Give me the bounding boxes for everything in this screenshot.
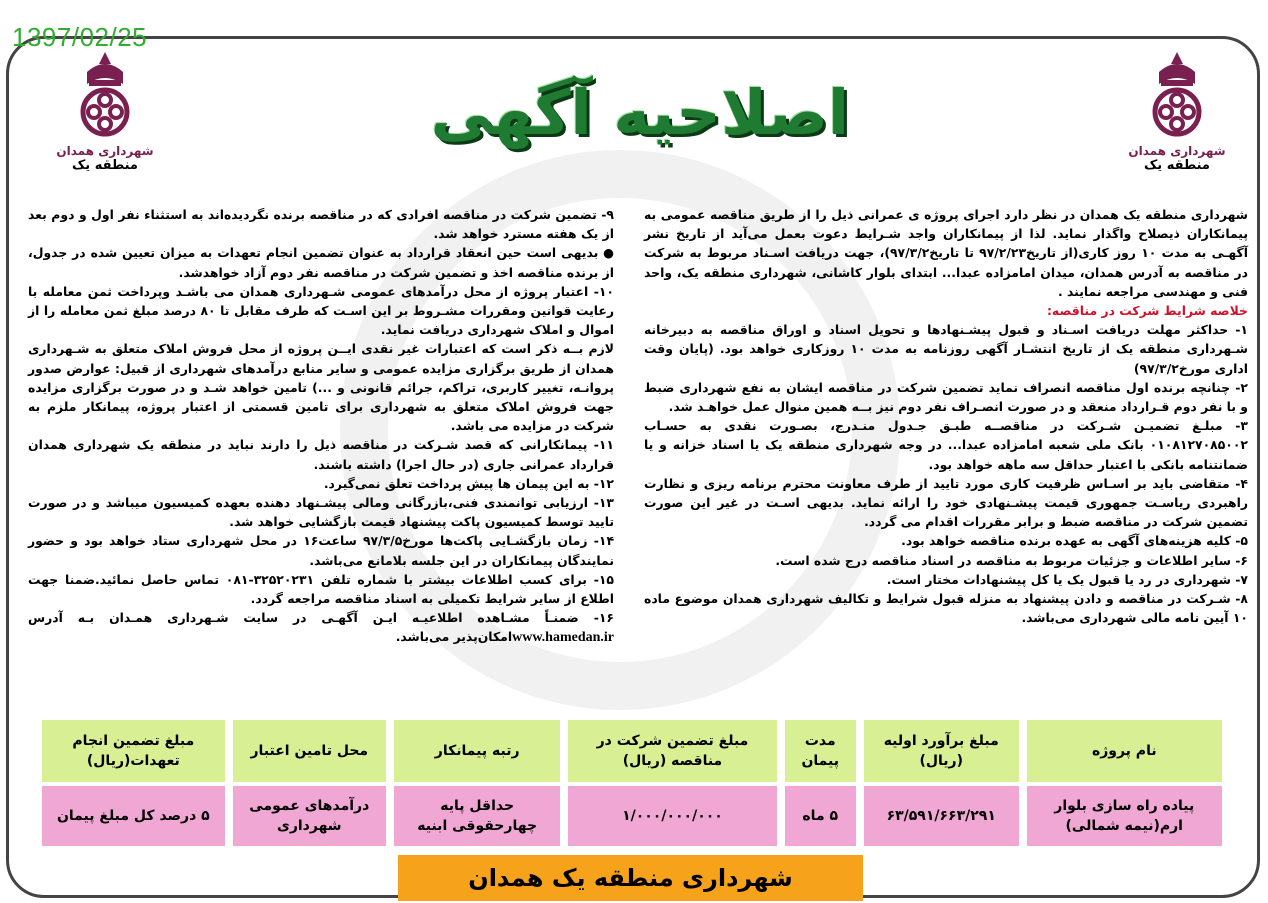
logo-right-line2: منطقه یک xyxy=(1144,158,1210,173)
left-text-column xyxy=(28,205,614,648)
cell-contract-duration: ۵ ماه xyxy=(785,786,856,846)
header-contractor-grade: رتبه پیمانکار xyxy=(394,720,561,782)
municipality-logo-left xyxy=(50,50,160,173)
intro-paragraph: شهرداری منطقه یک همدان در نظر دارد اجرای پروژه ی عمرانی ذیل را از طریق مناقصه عمومی به پیمانکاران ذیصلاح واگذار نماید. لذا از پیمانکاران واجد شـرایط دعوت بعمل می‌آید از تاریخ نشر آگهـی به مدت ۱۰ روز کاری(از تاریخ۹۷/۲/۲۳ تا تاریخ۹۷/۳/۲)، جهت دریافت اسـناد مربوط به شرکت در مناقصه به آدرس همدان، میدان امامزاده عبدا... ابتدای بلوار کاشانی، شهرداری منطقه یک، واحد فنی و مهندسی مراجعه نمایند . xyxy=(644,207,1248,299)
condition-item: لازم بــه ذکر است که اعتبارات غیر نقدی ایــن پروژه از محل فروش املاک متعلق به شـهرداری همدان از طریق برگزاری مزایده عمومی و سایر منابع درآمدهای شهرداری از قبیل: عوارض صدور پروانـه، تغییر کاربری، تراکم، جرائم قانونی و ...) تامین خواهد شـد و در صورت برگزاری مزایده جهت فروش املاک متعلق به شهرداری برای تامین قسمتی از اعتبار پروژه، پیمانکار ملزم به شرکت در مزایده می باشد. xyxy=(28,341,614,434)
condition-item: ۱۰- اعتبار پروژه از محل درآمدهای عمومی شـهرداری همدان می باشـد وپرداخت ثمن معامله با رعایت قوانین ومقررات مشـروط بر این اسـت که طرف مقابل تا ۸۰ درصد مبلغ ثمن معامله را از اموال و املاک شهرداری دریافت نماید. xyxy=(28,283,614,338)
table-header-row xyxy=(42,720,1222,782)
condition-item: ۷- شهرداری در رد یا قبول یک یا کل پیشنهادات مختار است. xyxy=(886,571,1248,587)
table-row xyxy=(42,786,1222,846)
condition-item: ۱۵- برای کسب اطلاعات بیشتر با شماره تلفن ۳۲۵۲۰۲۳۱-۰۸۱ تماس حاصل نمائید.ضمنا جهت اطلاع از سایر شرایط تکمیلی به اسناد مناقصه مراجعه گردد. xyxy=(28,571,614,607)
condition-item: ۱- حداکثر مهلت دریافت اسـناد و قبول پیشـنهادها و تحویل اسناد و اوراق مناقصه به دبیرخانه شـهرداری منطقه یک از تاریخ انتشـار آگهی روزنامه به مدت ۱۰ روزکاری خواهد بود. (پایان وقت اداری مورخ۹۷/۳/۲) xyxy=(644,322,1248,376)
headline: اصلاحیه آگهی xyxy=(430,76,850,149)
condition-item: ۶- سایر اطلاعات و جزئیات مربوط به مناقصه در اسناد مناقصه درج شده است. xyxy=(775,552,1248,568)
condition-item: ۱۴- زمان بازگشـایی پاکت‌ها مورخ۹۷/۳/۵ ساعت۱۶ در محل شهرداری ستاد خواهد بود و حضور نمایندگان پیمانکاران در این جلسه بلامانع می‌باشد. xyxy=(28,533,615,568)
header-funding-source: محل تامین اعتبار xyxy=(233,720,386,782)
municipality-logo-right xyxy=(1122,50,1232,173)
footer-banner: شهرداری منطقه یک همدان xyxy=(398,855,863,901)
logo-right-line1: شهرداری همدان xyxy=(1128,144,1226,158)
header-bid-guarantee: مبلغ تضمین شرکت در مناقصه (ریال) xyxy=(568,720,776,782)
condition-item: ● بدیهی است حین انعقاد قرارداد به عنوان تضمین انجام تعهدات به میزان تعیین شده در جدول، از برنده مناقصه اخذ و تضمین شرکت در مناقصه نفر دوم آزاد خواهدشد. xyxy=(28,245,614,280)
condition-item: ۱۱- پیمانکارانی که قصد شـرکت در مناقصه ذیل را دارند نباید در منطقه یک شهرداری همدان قرارداد عمرانی جاری (در حال اجرا) داشته باشند. xyxy=(28,437,614,472)
cell-initial-estimate: ۶۳/۵۹۱/۶۶۳/۲۹۱ xyxy=(864,786,1019,846)
condition-item: ۲- چنانچه برنده اول مناقصه انصراف نماید تضمین شرکت در مناقصه ایشان به نفع شهرداری ضبط و با نفر دوم قـرارداد منعقد و در صورت انصـراف نفر دوم نیز بــه همین منوال عمل خواهـد شد. xyxy=(644,379,1248,415)
website-intro: ۱۶- ضمنـاً مشـاهده اطلاعیـه ایـن آگهـی در سایت شـهرداری همـدان بـه آدرس xyxy=(28,610,614,626)
cell-performance-guarantee: ۵ درصد کل مبلغ پیمان xyxy=(42,786,225,846)
cell-project-name: پیاده راه سازی بلوار ارم(نیمه شمالی) xyxy=(1027,786,1222,846)
condition-item: ۸- شـرکت در مناقصه و دادن پیشنهاد به منزله قبول شرایط و تکالیف شهرداری همدان موضوع ماده ۱۰ آیین نامه مالی شهرداری می‌باشد. xyxy=(644,591,1248,626)
logo-left-line2: منطقه یک xyxy=(72,158,138,173)
condition-item: ۵- کلیه هزینه‌های آگهی به عهده برنده مناقصه خواهد بود. xyxy=(901,533,1248,549)
header-performance-guarantee: مبلغ تضمین انجام تعهدات(ریال) xyxy=(42,720,225,782)
header-contract-duration: مدت پیمان xyxy=(785,720,856,782)
condition-item xyxy=(28,608,614,647)
condition-item: ۱۳- ارزیابی توانمندی فنی،بازرگانی ومالی پیشـنهاد دهنده بعهده کمیسیون میباشد و در صورت تایید توسط کمیسیون پاکت پیشنهاد قیمت بازگشایی خواهد شد. xyxy=(28,495,614,530)
condition-item: ۳- مبلـغ تضمیـن شـرکت در مناقصــه طبـق جـدول منـدرج، بصـورت نقدی به حسـاب ۰۱۰۸۱۲۷۰۸۵۰۰۲ بانک ملی شعبه امامزاده عبدا... در وجه شهرداری منطقه یک یا اسناد خزانه و یا ضمانتنامه بانکی با اعتبار حداقل سه ماهه خواهد بود. xyxy=(644,418,1248,472)
cell-contractor-grade: حداقل پایه چهارحقوقی ابنیه xyxy=(394,786,561,846)
website-link[interactable]: www.hamedan.ir xyxy=(512,630,614,646)
conditions-heading: خلاصه شرایط شرکت در مناقصه: xyxy=(1046,303,1248,319)
website-suffix: امکان‌پذیر می‌باشد. xyxy=(395,629,513,645)
header-initial-estimate: مبلغ برآورد اولیه (ریال) xyxy=(864,720,1019,782)
header-project-name: نام پروژه xyxy=(1027,720,1222,782)
date-stamp: 1397/02/25 xyxy=(12,22,148,52)
right-text-column xyxy=(644,205,1248,627)
municipality-emblem-icon xyxy=(1149,50,1205,142)
condition-item: ۴- متقاضی باید بر اسـاس ظرفیت کاری مورد تایید از طرف معاونت محترم برنامه ریزی و نظارت راهبردی ریاسـت جمهوری قیمت پیشـنهادی خود را ارائه نماید. بدیهی اسـت در غیر این صورت تضمین شرکت در مناقصه ضبط و برابر مقررات اقدام می گردد. xyxy=(644,475,1248,530)
cell-funding-source: درآمدهای عمومی شهرداری xyxy=(233,786,386,846)
municipality-emblem-icon xyxy=(77,50,133,142)
project-table xyxy=(34,716,1230,850)
cell-bid-guarantee: ۱/۰۰۰/۰۰۰/۰۰۰ xyxy=(568,786,776,846)
condition-item: ۱۲- به این پیمان ها پیش پرداخت تعلق نمی‌گیرد. xyxy=(323,475,614,491)
condition-item: ۹- تضمین شرکت در مناقصه افرادی که در مناقصه برنده نگردیده‌اند به استثناء نفر اول و دوم بعد از یک هفته مسترد خواهد شد. xyxy=(28,207,614,242)
logo-left-line1: شهرداری همدان xyxy=(56,144,154,158)
